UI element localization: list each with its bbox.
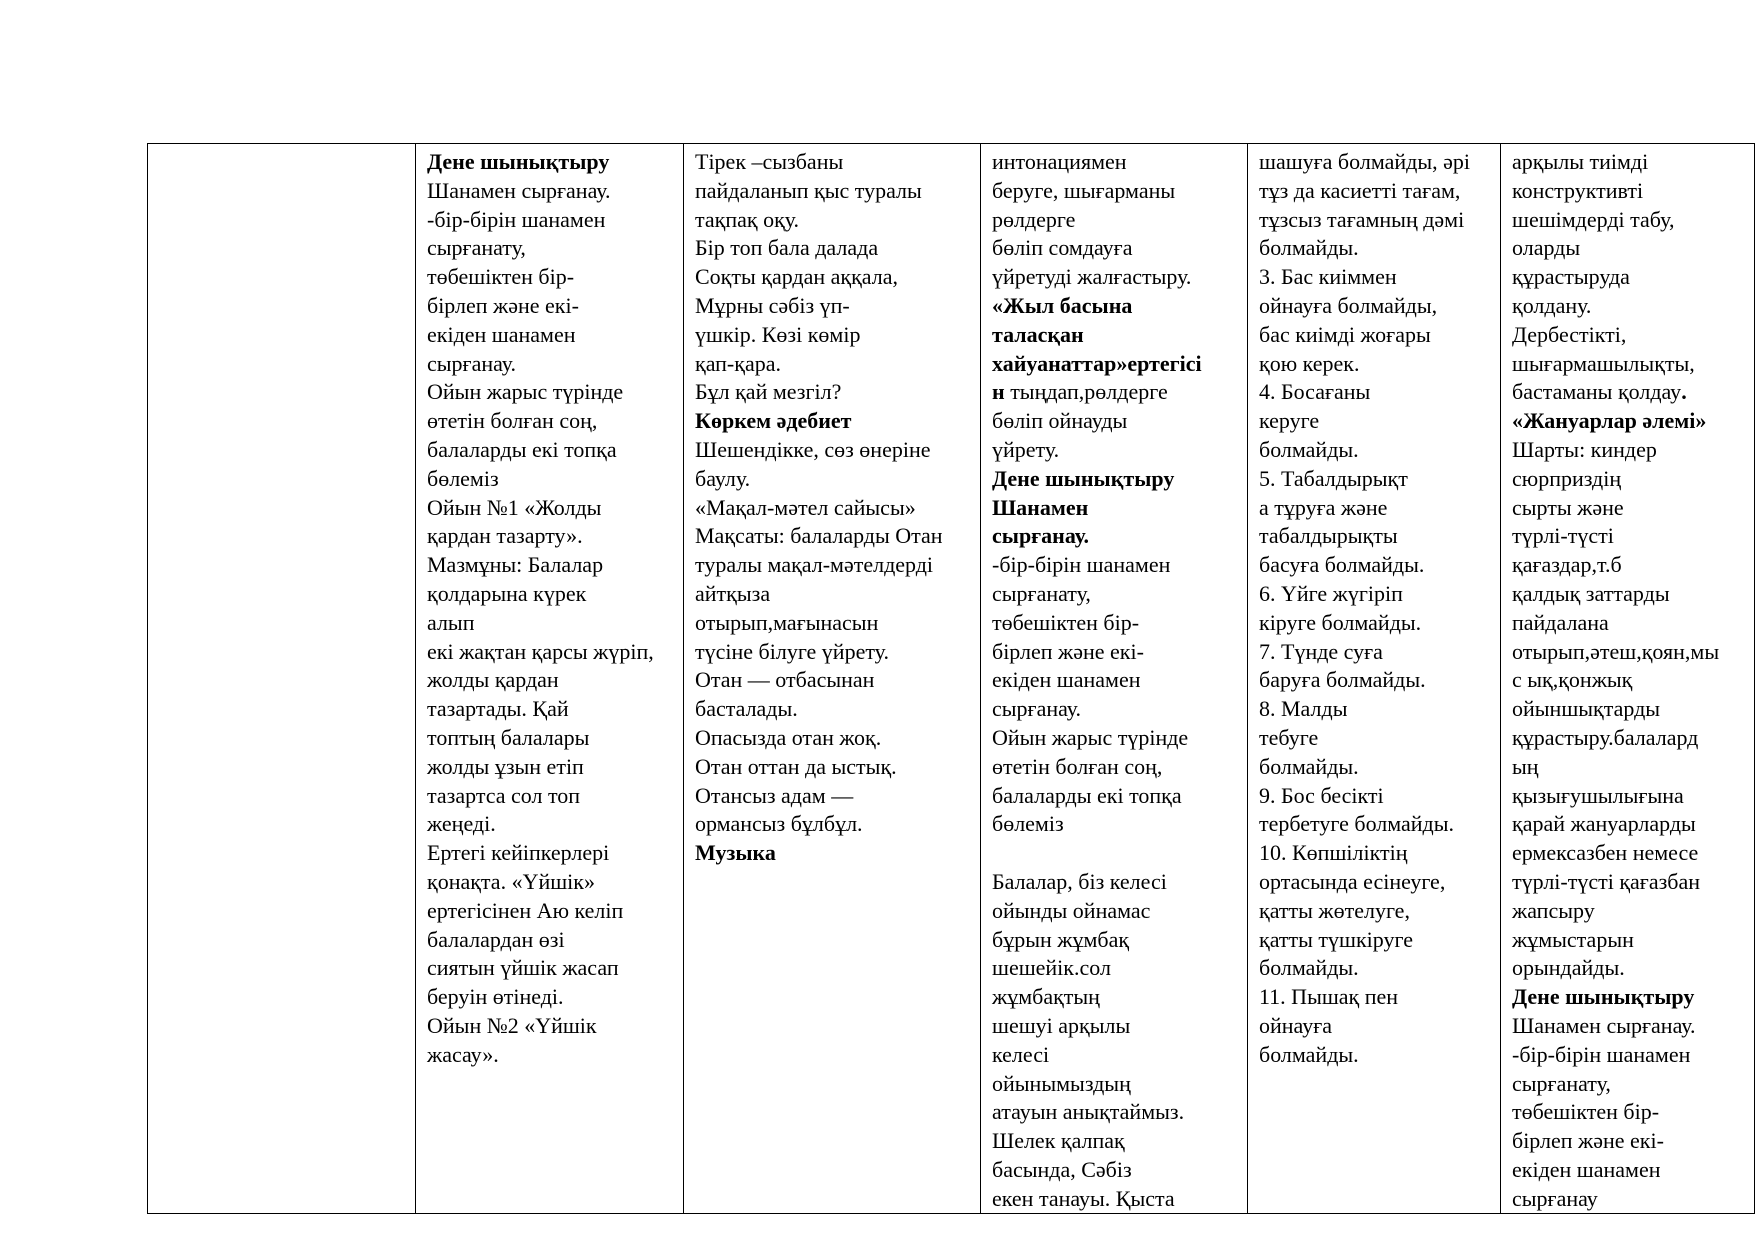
cell-text-line: «Мақал-мәтел сайысы» <box>695 494 916 520</box>
cell-text-line: Музыка <box>695 840 776 866</box>
cell-text-line: Ойын №2 «Үйшік <box>427 1012 597 1038</box>
cell-text-line: қап-қара. <box>695 350 781 376</box>
cell-text-line: басталады. <box>695 696 798 722</box>
cell-text-line: жапсыру <box>1512 897 1595 923</box>
cell-text-line: Отансыз адам — <box>695 782 854 808</box>
text-run: бастаманы қолдау <box>1512 379 1682 405</box>
cell-text-line: үйрету. <box>992 436 1060 462</box>
table-cell-col-5 <box>1247 143 1501 1214</box>
cell-text-line: жеңеді. <box>427 811 496 837</box>
cell-text-line: Бұл қай мезгіл? <box>695 379 842 405</box>
cell-text-line: Ойын жарыс түрінде <box>427 379 624 405</box>
cell-text-line: қалдық заттарды <box>1512 580 1670 606</box>
cell-text-line: Дербестікті, <box>1512 321 1627 347</box>
cell-text-line: төбешіктен бір- <box>427 264 575 290</box>
cell-text-line: бірлеп және екі- <box>427 292 579 318</box>
cell-text-line: болмайды. <box>1259 436 1359 462</box>
cell-text-line: отырып,мағынасын <box>695 609 879 635</box>
cell-text-line: сырғанату, <box>992 580 1091 606</box>
cell-text-line: с ық,қонжық <box>1512 667 1633 693</box>
cell-text-line: бірлеп және екі- <box>1512 1128 1664 1154</box>
cell-text-line: болмайды. <box>1259 235 1359 261</box>
cell-text-line: қатты түшкіруге <box>1259 926 1413 952</box>
cell-text-line: өтетін болған соң, <box>427 408 598 434</box>
cell-text-line: сырғанау <box>1512 1185 1598 1211</box>
table-cell-col-6 <box>1500 143 1755 1214</box>
cell-text-line: «Жыл басына <box>992 292 1133 318</box>
cell-text-line: сырғанау. <box>992 523 1090 549</box>
cell-text-line: 9. Бос бесікті <box>1259 782 1384 808</box>
cell-text-line: шашуға болмайды, әрі <box>1259 149 1470 174</box>
cell-text-line: жұмбақтың <box>992 984 1100 1010</box>
cell-text-line: балаларды екі топқа <box>992 782 1182 808</box>
cell-text-line: кіруге болмайды. <box>1259 609 1422 635</box>
cell-text-line: төбешіктен бір- <box>1512 1099 1660 1125</box>
cell-text-line: Мақсаты: балаларды Отан <box>695 523 943 549</box>
cell-text-line: айтқыза <box>695 580 771 606</box>
cell-text-line: «Жануарлар әлемі» <box>1512 408 1707 434</box>
text-run: . <box>1681 379 1687 405</box>
cell-text-line: Бір топ бала далада <box>695 235 879 261</box>
cell-text-line: 6. Үйге жүгіріп <box>1259 580 1403 606</box>
cell-text-line: беруге, шығарманы <box>992 177 1176 203</box>
cell-text-line: түрлі-түсті қағазбан <box>1512 868 1701 894</box>
cell-text-line: Шанамен <box>992 494 1089 520</box>
cell-text-line: үшкір. Көзі көмір <box>695 321 861 347</box>
cell-text-line: тұзсыз тағамның дәмі <box>1259 206 1465 232</box>
cell-text-line: қарай жануарларды <box>1512 811 1696 837</box>
cell-text-line: хайуанаттар»ертегісі <box>992 350 1202 376</box>
cell-text-line: қызығушылығына <box>1512 782 1684 808</box>
cell-text-line: Опасызда отан жоқ. <box>695 724 882 750</box>
cell-text-line: жасау». <box>427 1041 499 1067</box>
cell-text-line: төбешіктен бір- <box>992 609 1140 635</box>
cell-text-line: қардан тазарту». <box>427 523 583 549</box>
cell-text-line: топтың балалары <box>427 724 590 750</box>
cell-text-line: ермексазбен немесе <box>1512 840 1699 866</box>
cell-text-line: атауын анықтаймыз. <box>992 1099 1185 1125</box>
cell-text-line: табалдырықты <box>1259 523 1398 549</box>
cell-text-line: рөлдерге <box>992 206 1076 232</box>
cell-text-line: Мазмұны: Балалар <box>427 552 604 578</box>
cell-text-line: баруға болмайды. <box>1259 667 1426 693</box>
cell-text-line: ойынымыздың <box>992 1070 1131 1096</box>
cell-text-line: оларды <box>1512 235 1581 261</box>
cell-text-line: бөліп ойнауды <box>992 408 1128 434</box>
cell-text-line: беруін өтінеді. <box>427 984 564 1010</box>
table-cell-col-4 <box>980 143 1248 1214</box>
cell-text-line: Дене шынықтыру <box>992 465 1175 491</box>
cell-text-line: Шелек қалпақ <box>992 1128 1125 1154</box>
cell-text-line: қою керек. <box>1259 350 1360 376</box>
cell-text-line: келесі <box>992 1041 1050 1067</box>
cell-text-line: түрлі-түсті <box>1512 523 1614 549</box>
cell-text-line: сырғанату, <box>1512 1070 1611 1096</box>
cell-text-line: құрастыруда <box>1512 264 1630 290</box>
cell-text-line: орындайды. <box>1512 955 1625 981</box>
cell-text-line: екі жақтан қарсы жүріп, <box>427 638 654 664</box>
cell-text-line: отырып,әтеш,қоян,мы <box>1512 638 1720 664</box>
cell-text-line: таласқан <box>992 321 1084 347</box>
cell-text-line: сырғанау. <box>427 350 517 376</box>
cell-text-line: Тірек –сызбаны <box>695 149 844 174</box>
cell-text-line: шығармашылықты, <box>1512 350 1695 376</box>
cell-text-line: тебуге <box>1259 724 1319 750</box>
cell-text-line: балаларды екі топқа <box>427 436 617 462</box>
cell-text-line: 7. Түнде суға <box>1259 638 1383 664</box>
cell-text-line: сиятын үйшік жасап <box>427 955 619 981</box>
cell-text-line <box>992 839 1247 868</box>
cell-text-line: ертегісінен Аю келіп <box>427 897 624 923</box>
cell-text-line: Отан — отбасынан <box>695 667 875 693</box>
cell-text-line: үйретуді жалғастыру. <box>992 264 1192 290</box>
cell-text-line: қолдану. <box>1512 292 1592 318</box>
cell-text-line: болмайды. <box>1259 1041 1359 1067</box>
cell-text-line: жұмыстарын <box>1512 926 1634 952</box>
cell-text-line: -бір-бірін шанамен <box>992 552 1171 578</box>
cell-text-line: қонақта. «Үйшік» <box>427 868 595 894</box>
cell-text-line: Дене шынықтыру <box>427 149 610 174</box>
cell-text-line: баулу. <box>695 465 751 491</box>
cell-text-line: Балалар, біз келесі <box>992 868 1167 894</box>
cell-text-line: 11. Пышақ пен <box>1259 984 1399 1010</box>
table-cell-col-1 <box>147 143 416 1214</box>
cell-text-line: Шанамен сырғанау. <box>427 177 611 203</box>
cell-text-line: бөліп сомдауға <box>992 235 1133 261</box>
cell-text-line: Шарты: киндер <box>1512 436 1657 462</box>
cell-text-line: жолды ұзын етіп <box>427 753 584 779</box>
cell-text-line: тұз да касиетті тағам, <box>1259 177 1461 203</box>
cell-text-line: екен танауы. Қыста <box>992 1185 1175 1211</box>
cell-text-line: конструктивті <box>1512 177 1644 203</box>
cell-text-line: керуге <box>1259 408 1320 434</box>
cell-text-line: түсіне білуге үйрету. <box>695 638 889 664</box>
cell-text-line: басуға болмайды. <box>1259 552 1425 578</box>
cell-text-line: интонациямен <box>992 149 1127 174</box>
cell-text-line: тақпақ оқу. <box>695 206 800 232</box>
cell-text-line: сырты және <box>1512 494 1624 520</box>
cell-text-line: сюрприздің <box>1512 465 1622 491</box>
cell-text-line: арқылы тиімді <box>1512 149 1649 174</box>
cell-text-line: -бір-бірін шанамен <box>427 206 606 232</box>
cell-text-line <box>1512 378 1754 407</box>
text-run: тыңдап,рөлдерге <box>1004 379 1168 405</box>
cell-text-line: тазартса сол топ <box>427 782 581 808</box>
cell-text-line: қатты жөтелуге, <box>1259 897 1410 923</box>
text-run: н <box>992 379 1005 405</box>
cell-text-line: құрастыру.балалард <box>1512 724 1699 750</box>
table-cell-col-2 <box>415 143 684 1214</box>
cell-text-line: тербетуге болмайды. <box>1259 811 1455 837</box>
cell-text-line: бас киімді жоғары <box>1259 321 1431 347</box>
cell-text-line: туралы мақал-мәтелдерді <box>695 552 934 578</box>
cell-text-line: екіден шанамен <box>427 321 576 347</box>
cell-text-line: алып <box>427 609 475 635</box>
cell-text-line: бөлеміз <box>992 811 1064 837</box>
cell-text-line: Шешендікке, сөз өнеріне <box>695 436 931 462</box>
cell-text-line: қағаздар,т.б <box>1512 552 1622 578</box>
cell-text-line: сырғанау. <box>992 696 1082 722</box>
cell-text-line: 8. Малды <box>1259 696 1348 722</box>
cell-text-line: өтетін болған соң, <box>992 753 1163 779</box>
cell-text-line: екіден шанамен <box>992 667 1141 693</box>
cell-text-line: болмайды. <box>1259 753 1359 779</box>
cell-text-line: қолдарына күрек <box>427 580 587 606</box>
cell-text-line: ойынды ойнамас <box>992 897 1151 923</box>
cell-text-line: ың <box>1512 753 1539 779</box>
cell-text-line: екіден шанамен <box>1512 1156 1661 1182</box>
cell-text-line: 4. Босағаны <box>1259 379 1371 405</box>
cell-text-line: -бір-бірін шанамен <box>1512 1041 1691 1067</box>
cell-text-line: бірлеп және екі- <box>992 638 1144 664</box>
cell-text-line: Ойын жарыс түрінде <box>992 724 1189 750</box>
cell-text-line: шешімдерді табу, <box>1512 206 1675 232</box>
cell-text-line: 10. Көпшіліктің <box>1259 840 1408 866</box>
cell-text-line: Көркем әдебиет <box>695 408 852 434</box>
cell-text-line: а тұруға және <box>1259 494 1388 520</box>
cell-text-line: ойнауға болмайды, <box>1259 292 1438 318</box>
cell-text-line: сырғанату, <box>427 235 526 261</box>
cell-text-line: ойыншықтарды <box>1512 696 1661 722</box>
cell-text-line: жолды қардан <box>427 667 559 693</box>
cell-text-line: Дене шынықтыру <box>1512 984 1695 1010</box>
cell-text-line: шешейік.сол <box>992 955 1111 981</box>
cell-text-line: ормансыз бұлбұл. <box>695 811 863 837</box>
cell-text-line: бөлеміз <box>427 465 499 491</box>
cell-text-line: Отан оттан да ыстық. <box>695 753 897 779</box>
cell-text-line: Соқты қардан аққала, <box>695 264 898 290</box>
cell-text-line: ойнауға <box>1259 1012 1332 1038</box>
cell-text-line: бұрын жұмбақ <box>992 926 1130 952</box>
cell-text-line: ортасында есінеуге, <box>1259 868 1446 894</box>
cell-text-line: болмайды. <box>1259 955 1359 981</box>
cell-text-line: 3. Бас киіммен <box>1259 264 1397 290</box>
cell-text-line: пайдалана <box>1512 609 1609 635</box>
cell-text-line: Мұрны сәбіз үп- <box>695 292 850 318</box>
cell-text-line: тазартады. Қай <box>427 696 569 722</box>
cell-text-line: шешуі арқылы <box>992 1012 1131 1038</box>
cell-text-line: 5. Табалдырықт <box>1259 465 1408 491</box>
cell-text-line <box>992 378 1247 407</box>
cell-text-line: пайдаланып қыс туралы <box>695 177 922 203</box>
cell-text-line: Ойын №1 «Жолды <box>427 494 602 520</box>
cell-text-line: Шанамен сырғанау. <box>1512 1012 1696 1038</box>
cell-text-line: басында, Сәбіз <box>992 1156 1132 1182</box>
cell-text-line: Ертегі кейіпкерлері <box>427 840 610 866</box>
cell-text-line: балалардан өзі <box>427 926 565 952</box>
table-cell-col-3 <box>683 143 981 1214</box>
